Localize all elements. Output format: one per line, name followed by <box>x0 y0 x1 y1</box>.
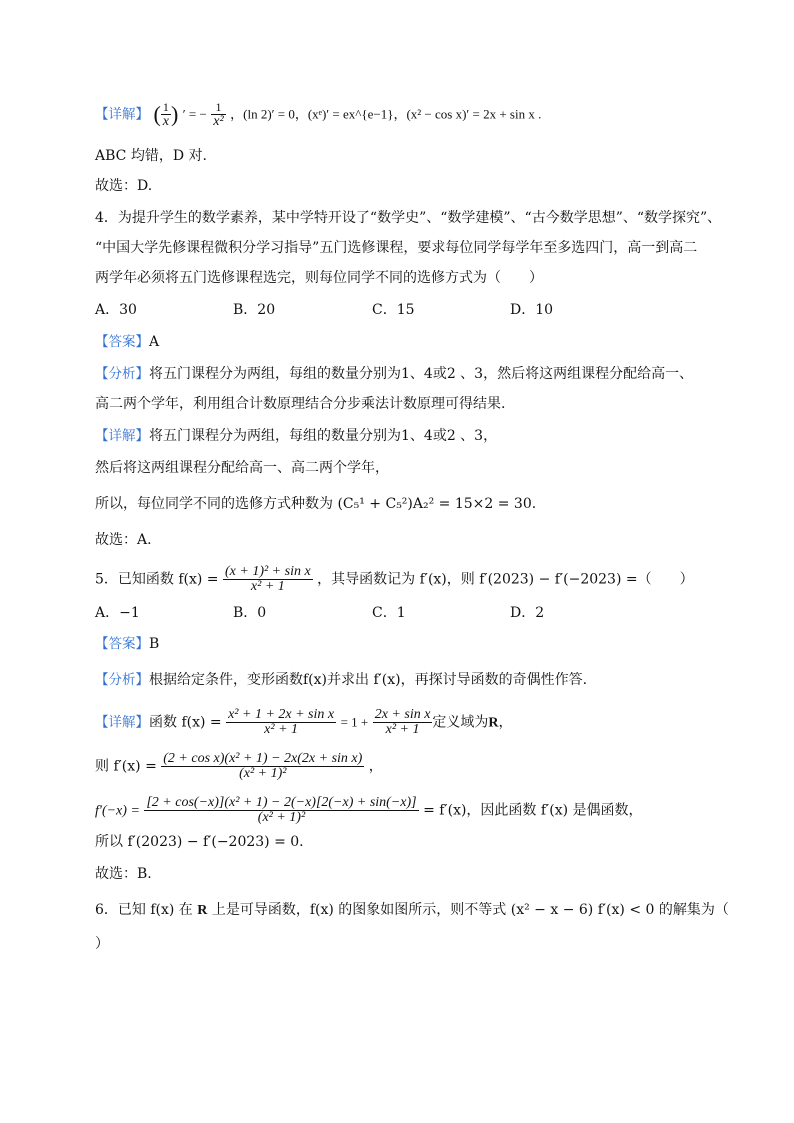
q5-detail-line-1: 【详解】函数 f(x) = $\frac{\text{x² + 1 + 2x + sin x}}{\text{x² + 1}}$ = 1 + $\frac{\text{2x + sin x}}{\text{x² + 1}}$ 定义域为R， <box>95 707 513 737</box>
q5-stem-fraction: $\frac{\text{(x + 1)² + sin x}}{\text{x² + 1}}$ <box>225 564 311 594</box>
analysis-tag: 【分析】 <box>95 366 149 382</box>
q4-option-d: D．10 <box>510 302 554 318</box>
q3-choice: 故选：D. <box>95 178 153 194</box>
detail-tag: 【详解】 <box>95 428 149 444</box>
q4-detail-line-2: 然后将这两组课程分配给高一、高二两个学年， <box>95 460 389 476</box>
q5-stem: 5．已知函数 f(x) = $\frac{\text{(x + 1)² + sin x}}{\text{x² + 1}}$ ，其导函数记为 f′(x)，则 f′(2023) − f′(−2023) =（ ） <box>95 564 694 594</box>
q5-answer: 【答案】B <box>95 636 160 652</box>
fraction-1-over-x2: $\frac{1}{\text{x²}}$ <box>213 100 224 129</box>
q3-conclusion: ABC 均错，D 对. <box>95 148 207 164</box>
q5-option-a: A．−1 <box>95 605 140 621</box>
q4-choice: 故选：A. <box>95 532 152 548</box>
q4-detail-line-1: 【详解】将五门课程分为两组，每组的数量分别为1、4或2 、3， <box>95 428 498 444</box>
q4-option-a: A．30 <box>95 302 137 318</box>
q4-option-c: C．15 <box>372 302 415 318</box>
q4-analysis-line-1: 【分析】将五门课程分为两组，每组的数量分别为1、4或2 、3，然后将这两组课程分配给高一、 <box>95 366 694 382</box>
answer-tag: 【答案】 <box>95 636 149 652</box>
q5-option-d: D．2 <box>510 605 545 621</box>
q5-choice: 故选：B. <box>95 866 152 882</box>
fraction-1-over-x: $\frac{1}{x}$ <box>162 100 169 129</box>
q6-stem: 6．已知 f(x) 在 R 上是可导函数，f(x) 的图象如图所示，则不等式 (x² − x − 6) f′(x) < 0 的解集为（ <box>95 902 729 918</box>
q4-analysis-line-2: 高二两个学年，利用组合计数原理结合分步乘法计数原理可得结果. <box>95 396 506 412</box>
q5-detail-line-4: 所以 f′(2023) − f′(−2023) = 0. <box>95 834 304 850</box>
answer-tag: 【答案】 <box>95 334 149 350</box>
q4-stem-line-2: “中国大学先修课程微积分学习指导”五门选修课程，要求每位同学每学年至多选四门，高一到高二 <box>95 240 698 256</box>
q5-detail-line-3: f′(−x) = $\frac{\text{[2 + cos(−x)](x² + 1) − 2(−x)[2(−x) + sin(−x)]}}{\text{(x² + 1)²}}$ = f′(x)，因此函数 f′(x) 是偶函数， <box>95 795 643 825</box>
q4-answer: 【答案】A <box>95 334 160 350</box>
q4-detail-line-3: 所以，每位同学不同的选修方式种数为 (C₅¹ + C₅²)A₂² = 15×2 = 30. <box>95 496 537 512</box>
q5-option-b: B．0 <box>233 605 267 621</box>
detail-tag: 【详解】 <box>95 106 149 123</box>
q5-analysis: 【分析】根据给定条件，变形函数f(x)并求出 f′(x)，再探讨导函数的奇偶性作答. <box>95 672 588 688</box>
q5-detail-line-2: 则 f′(x) = $\frac{\text{(2 + cos x)(x² + 1) − 2x(2x + sin x)}}{\text{(x² + 1)²}}$ ， <box>95 751 383 781</box>
q4-stem-line-1: 4．为提升学生的数学素养，某中学特开设了“数学史”、“数学建模”、“古今数学思想”、“数学探究”、 <box>95 210 722 226</box>
q6-stem-line-2: ） <box>95 936 109 952</box>
detail-tag: 【详解】 <box>95 714 149 731</box>
analysis-tag: 【分析】 <box>95 672 149 688</box>
q4-option-b: B．20 <box>233 302 276 318</box>
q5-option-c: C．1 <box>372 605 406 621</box>
q3-detail-line: 【详解】 ( $\frac{1}{x}$ ) ′ = − $\frac{1}{\text{x²}}$ ，(ln 2)′ = 0，(xᵉ)′ = ex^{e−1}，(x² − cos x)′ = 2x + sin x . <box>95 100 542 129</box>
q4-stem-line-3: 两学年必须将五门选修课程选完，则每位同学不同的选修方式为（ ） <box>95 270 543 286</box>
